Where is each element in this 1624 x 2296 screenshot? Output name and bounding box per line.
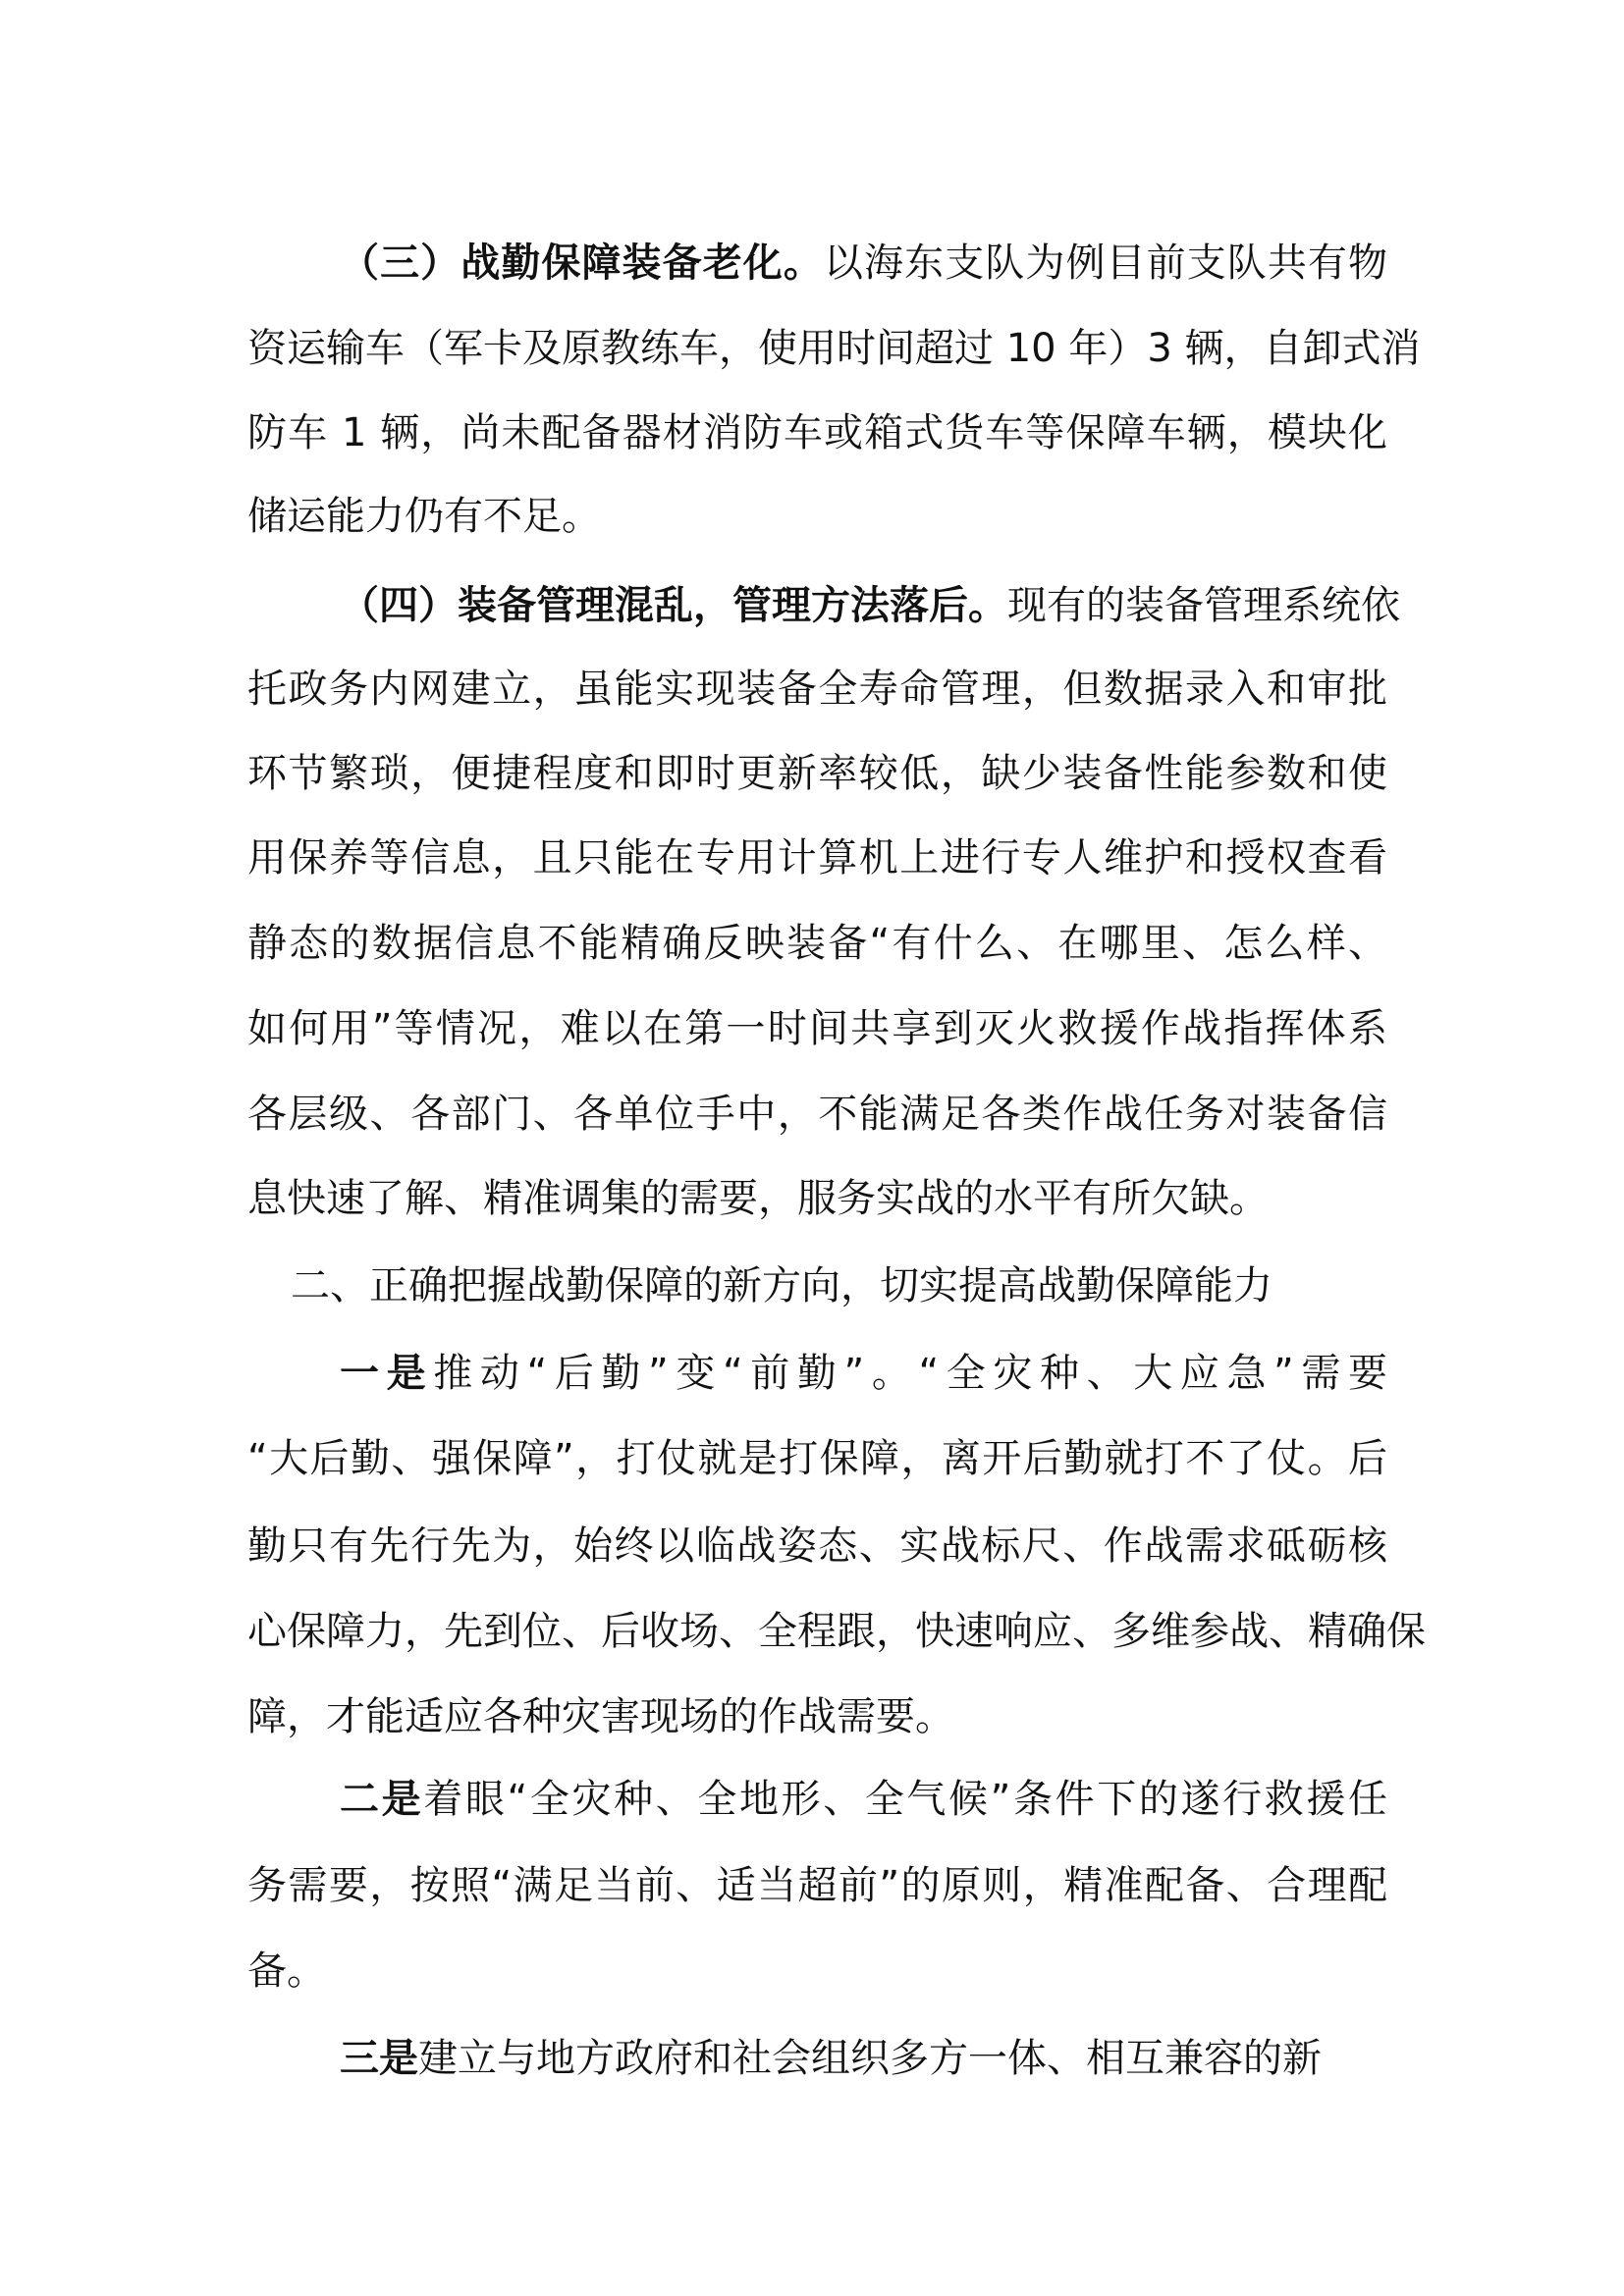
line-text: 心保障力，先到位、后收场、全程跟，快速响应、多维参战、精确保: [247, 1609, 1426, 1654]
text-line: [247, 491, 1387, 542]
text-line: [291, 1260, 1387, 1311]
text-line: [247, 1691, 1387, 1742]
line-text: 备。: [247, 1949, 326, 1994]
line-text: 资运输车（军卡及原教练车，使用时间超过 10 年）3 辆，自卸式消: [247, 326, 1421, 371]
text-line: [247, 1089, 1387, 1140]
line-text: 着眼“全灾种、全地形、全气候”条件下的遂行救援任: [423, 1777, 1387, 1822]
line-text: 用保养等信息，且只能在专用计算机上进行专人维护和授权查看: [247, 835, 1387, 881]
text-line: [247, 1521, 1387, 1572]
line-text: 二、正确把握战勤保障的新方向，切实提高战勤保障能力: [291, 1263, 1272, 1308]
text-line: [247, 323, 1421, 374]
text-line: [247, 1946, 1387, 1997]
text-line: [340, 2033, 1387, 2084]
line-text: 各层级、各部门、各单位手中，不能满足各类作战任务对装备信: [247, 1092, 1387, 1137]
bold-lead: （三）战勤保障装备老化。: [340, 240, 824, 286]
bold-lead: 三是: [340, 2036, 418, 2081]
text-line: [247, 748, 1387, 799]
line-text: 推动“后勤”变“前勤”。“全灾种、大应急”需要: [433, 1351, 1388, 1396]
line-text: 现有的装备管理系统依: [1007, 583, 1400, 628]
line-text: 防车 1 辆，尚未配备器材消防车或箱式货车等保障车辆，模块化: [247, 410, 1387, 455]
text-line: [247, 664, 1387, 715]
bold-lead: （四）装备管理混乱，管理方法落后。: [340, 583, 1007, 628]
line-text: 障，才能适应各种灾害现场的作战需要。: [247, 1694, 954, 1739]
line-text: 如何用”等情况，难以在第一时间共享到灭火救援作战指挥体系: [247, 1006, 1387, 1051]
line-text: 储运能力仍有不足。: [247, 494, 601, 539]
line-text: 建立与地方政府和社会组织多方一体、相互兼容的新: [418, 2036, 1322, 2081]
line-text: 以海东支队为例目前支队共有物: [823, 240, 1388, 286]
text-line: [340, 1348, 1387, 1399]
bold-lead: 一是: [340, 1351, 434, 1396]
text-line: [247, 1606, 1426, 1657]
text-line: [340, 580, 1400, 631]
line-text: 托政务内网建立，虽能实现装备全寿命管理，但数据录入和审批: [247, 667, 1387, 712]
text-line: [340, 1774, 1387, 1825]
line-text: 勤只有先行先为，始终以临战姿态、实战标尺、作战需求砥砺核: [247, 1523, 1387, 1569]
text-line: [247, 1173, 1387, 1224]
line-text: 环节繁琐，便捷程度和即时更新率较低，缺少装备性能参数和使: [247, 751, 1387, 796]
line-text: 静态的数据信息不能精确反映装备“有什么、在哪里、怎么样、: [247, 921, 1387, 966]
text-line: [247, 1860, 1387, 1911]
bold-lead: 二是: [340, 1777, 424, 1822]
text-line: [247, 832, 1387, 883]
text-line: [247, 1003, 1387, 1054]
text-line: [340, 238, 1387, 289]
text-line: [247, 407, 1387, 458]
text-line: [247, 918, 1387, 969]
line-text: “大后勤、强保障”，打仗就是打保障，离开后勤就打不了仗。后: [247, 1436, 1387, 1481]
text-line: [247, 1433, 1387, 1484]
line-text: 息快速了解、精准调集的需要，服务实战的水平有所欠缺。: [247, 1176, 1269, 1221]
line-text: 务需要，按照“满足当前、适当超前”的原则，精准配备、合理配: [247, 1863, 1387, 1908]
